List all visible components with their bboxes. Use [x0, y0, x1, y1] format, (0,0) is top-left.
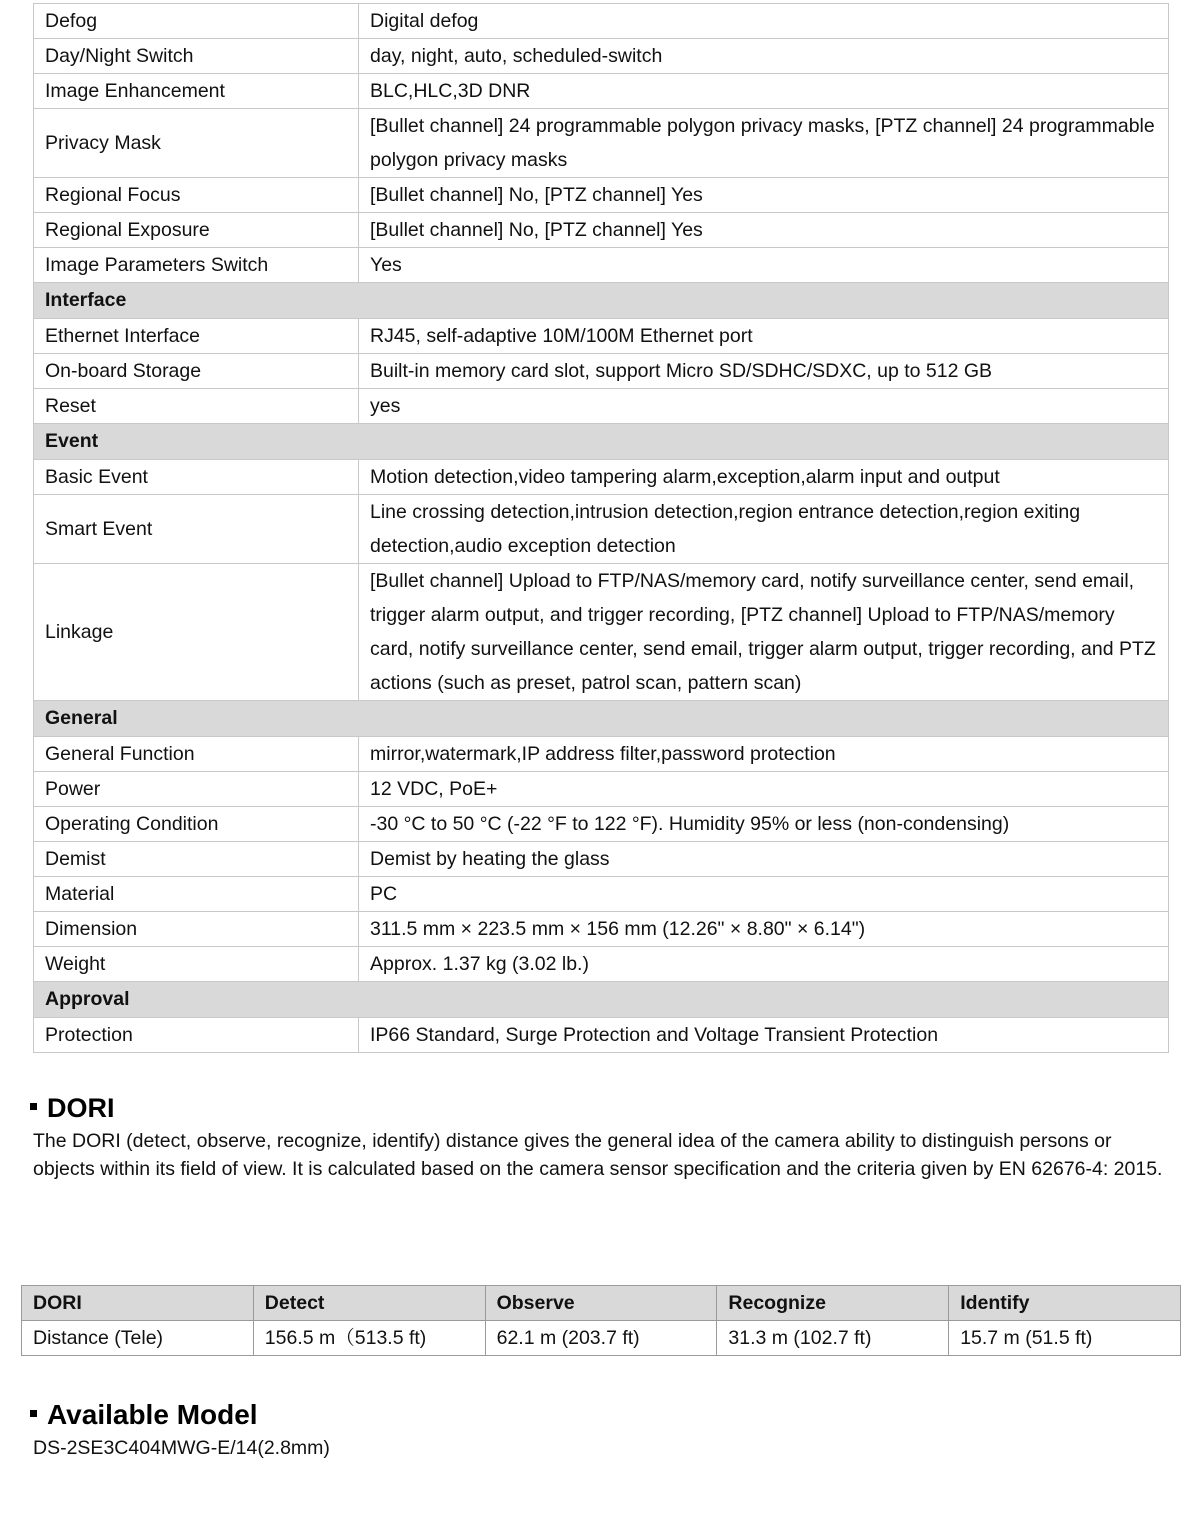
spec-row-basic-event — [34, 460, 1169, 495]
dori-header-cell: Identify — [949, 1286, 1181, 1321]
square-bullet-icon — [30, 1103, 37, 1110]
spec-label: Dimension — [34, 912, 359, 947]
spec-row-ethernet-interface — [34, 319, 1169, 354]
spec-label: Regional Exposure — [34, 213, 359, 248]
spec-value: [Bullet channel] 24 programmable polygon privacy masks, [PTZ channel] 24 programmable polygon privacy masks — [359, 109, 1169, 178]
dori-header-cell: Recognize — [717, 1286, 949, 1321]
spec-row-defog — [34, 4, 1169, 39]
dori-heading-text: DORI — [47, 1093, 115, 1123]
dori-cell: 156.5 m（513.5 ft) — [253, 1321, 485, 1356]
spec-row-reset — [34, 389, 1169, 424]
spec-row-protection — [34, 1018, 1169, 1053]
spec-label: Ethernet Interface — [34, 319, 359, 354]
spec-label: Image Parameters Switch — [34, 248, 359, 283]
spec-value: Approx. 1.37 kg (3.02 lb.) — [359, 947, 1169, 982]
dori-description: The DORI (detect, observe, recognize, identify) distance gives the general idea of the camera ability to distinguish persons or objects within its field of view. It is calculated based on the camera sensor specification and the criteria given by EN 62676-4: 2015. — [33, 1130, 1163, 1180]
available-model-heading — [30, 1400, 258, 1430]
spec-table — [33, 3, 1169, 1053]
spec-label: Image Enhancement — [34, 74, 359, 109]
spec-value: RJ45, self-adaptive 10M/100M Ethernet port — [359, 319, 1169, 354]
spec-value: [Bullet channel] No, [PTZ channel] Yes — [359, 213, 1169, 248]
spec-label: Protection — [34, 1018, 359, 1053]
spec-value: PC — [359, 877, 1169, 912]
spec-value: day, night, auto, scheduled-switch — [359, 39, 1169, 74]
dori-header-cell: Observe — [485, 1286, 717, 1321]
spec-label: Defog — [34, 4, 359, 39]
section-header-approval — [34, 982, 1169, 1018]
spec-value: mirror,watermark,IP address filter,password protection — [359, 737, 1169, 772]
spec-label: Operating Condition — [34, 807, 359, 842]
dori-table-row — [22, 1321, 1181, 1356]
spec-label: Smart Event — [34, 495, 359, 564]
spec-label: Linkage — [34, 564, 359, 701]
spec-value: 12 VDC, PoE+ — [359, 772, 1169, 807]
spec-label: Weight — [34, 947, 359, 982]
spec-row-on-board-storage — [34, 354, 1169, 389]
section-title: Event — [34, 424, 1169, 460]
spec-label: Privacy Mask — [34, 109, 359, 178]
spec-row-dimension — [34, 912, 1169, 947]
spec-value: Yes — [359, 248, 1169, 283]
spec-row-image-enhancement — [34, 74, 1169, 109]
dori-table-header-row — [22, 1286, 1181, 1321]
dori-header-cell: Detect — [253, 1286, 485, 1321]
spec-row-regional-focus — [34, 178, 1169, 213]
spec-row-demist — [34, 842, 1169, 877]
section-header-general — [34, 701, 1169, 737]
spec-value: [Bullet channel] No, [PTZ channel] Yes — [359, 178, 1169, 213]
model-number: DS-2SE3C404MWG-E/14(2.8mm) — [33, 1437, 330, 1459]
spec-value: Motion detection,video tampering alarm,exception,alarm input and output — [359, 460, 1169, 495]
spec-value: 311.5 mm × 223.5 mm × 156 mm (12.26" × 8.80" × 6.14") — [359, 912, 1169, 947]
spec-value: Demist by heating the glass — [359, 842, 1169, 877]
spec-row-power — [34, 772, 1169, 807]
dori-table — [21, 1285, 1181, 1356]
spec-label: On-board Storage — [34, 354, 359, 389]
spec-row-day-night-switch — [34, 39, 1169, 74]
spec-row-material — [34, 877, 1169, 912]
spec-label: Demist — [34, 842, 359, 877]
spec-row-operating-condition — [34, 807, 1169, 842]
spec-label: Power — [34, 772, 359, 807]
spec-value: IP66 Standard, Surge Protection and Voltage Transient Protection — [359, 1018, 1169, 1053]
dori-cell: 31.3 m (102.7 ft) — [717, 1321, 949, 1356]
spec-value: [Bullet channel] Upload to FTP/NAS/memory card, notify surveillance center, send email, trigger alarm output, and trigger recording, [PTZ channel] Upload to FTP/NAS/memory card, notify surveillance center, send email, trigger alarm output, trigger recording, and PTZ actions (such as preset, patrol scan, pattern scan) — [359, 564, 1169, 701]
spec-row-regional-exposure — [34, 213, 1169, 248]
spec-value: Built-in memory card slot, support Micro SD/SDHC/SDXC, up to 512 GB — [359, 354, 1169, 389]
dori-cell: 62.1 m (203.7 ft) — [485, 1321, 717, 1356]
spec-label: Regional Focus — [34, 178, 359, 213]
spec-value: BLC,HLC,3D DNR — [359, 74, 1169, 109]
spec-value: Digital defog — [359, 4, 1169, 39]
section-header-event — [34, 424, 1169, 460]
spec-row-privacy-mask — [34, 109, 1169, 178]
spec-row-general-function — [34, 737, 1169, 772]
section-title: Interface — [34, 283, 1169, 319]
spec-label: Material — [34, 877, 359, 912]
spec-value: -30 °C to 50 °C (-22 °F to 122 °F). Humidity 95% or less (non-condensing) — [359, 807, 1169, 842]
section-header-interface — [34, 283, 1169, 319]
spec-label: Day/Night Switch — [34, 39, 359, 74]
spec-row-image-parameters-switch — [34, 248, 1169, 283]
section-title: Approval — [34, 982, 1169, 1018]
dori-header-cell: DORI — [22, 1286, 254, 1321]
spec-value: yes — [359, 389, 1169, 424]
available-model-heading-text: Available Model — [47, 1399, 258, 1430]
spec-label: Reset — [34, 389, 359, 424]
dori-cell: 15.7 m (51.5 ft) — [949, 1321, 1181, 1356]
spec-row-weight — [34, 947, 1169, 982]
spec-value: Line crossing detection,intrusion detection,region entrance detection,region exiting detection,audio exception detection — [359, 495, 1169, 564]
dori-heading — [30, 1093, 115, 1123]
square-bullet-icon — [30, 1410, 37, 1417]
spec-row-smart-event — [34, 495, 1169, 564]
spec-row-linkage — [34, 564, 1169, 701]
spec-label: General Function — [34, 737, 359, 772]
dori-cell: Distance (Tele) — [22, 1321, 254, 1356]
spec-label: Basic Event — [34, 460, 359, 495]
section-title: General — [34, 701, 1169, 737]
